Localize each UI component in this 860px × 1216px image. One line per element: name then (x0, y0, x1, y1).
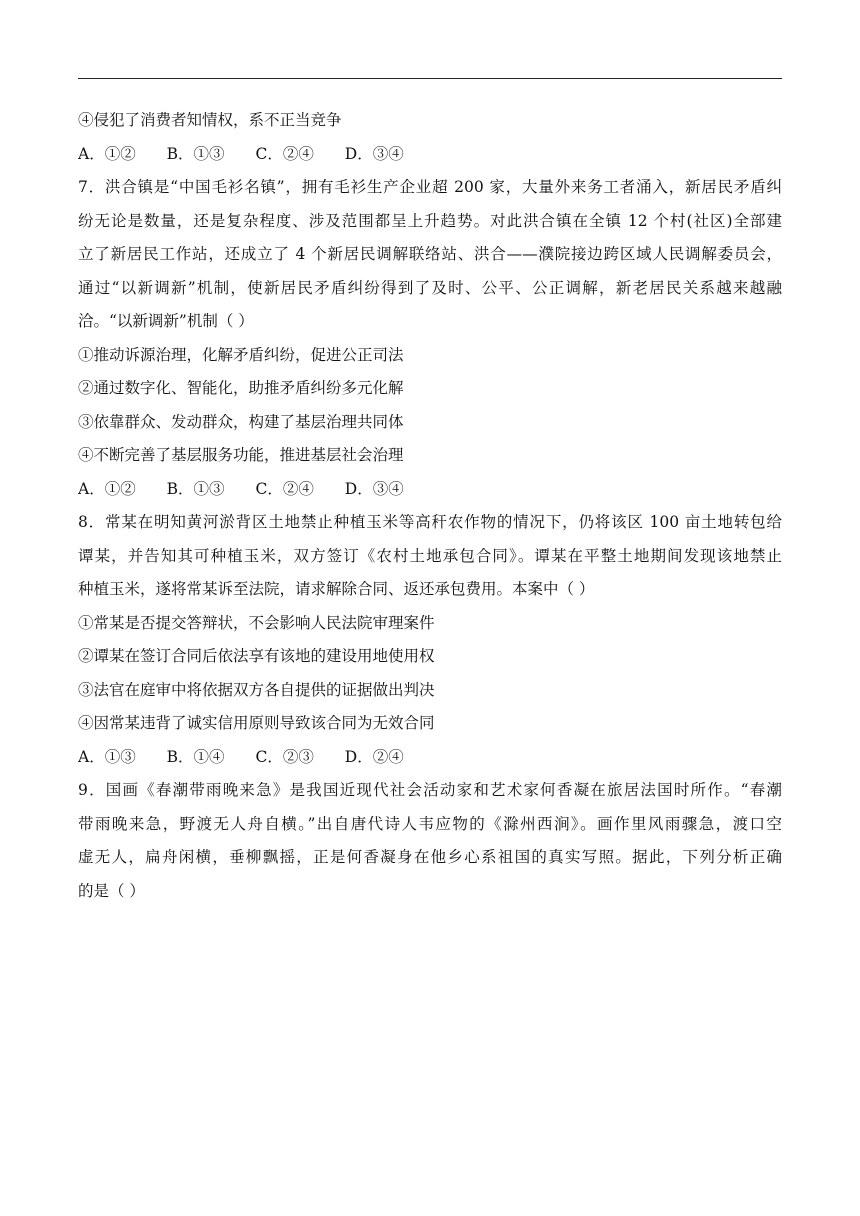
q6-option-b: B．①③ (166, 144, 225, 163)
q7-option-b: B．①③ (166, 479, 225, 498)
q6-statement-4: ④侵犯了消费者知情权，系不正当竞争 (78, 111, 342, 129)
q8-stem-line-1: 8．常某在明知黄河淤背区土地禁止种植玉米等高秆农作物的情况下，仍将该区 100 亩土地转包给 (78, 513, 782, 531)
q8-option-c: C．②③ (255, 747, 314, 766)
q8-options (78, 743, 782, 777)
q7-statement-1: ①推动诉源治理，化解矛盾纠纷，促进公正司法 (78, 345, 404, 364)
q7-option-d: D．③④ (344, 479, 404, 498)
q8-option-a: A．①③ (78, 747, 136, 766)
q9-stem-line-4: 的是（ ） (78, 881, 145, 900)
q6-option-c: C．②④ (255, 144, 314, 163)
q7-options (78, 475, 782, 509)
q6-options (78, 140, 782, 174)
q7-stem-line-3: 立了新居民工作站，还成立了 4 个新居民调解联络站、洪合——濮院接边跨区域人民调解委员会， (78, 245, 782, 263)
q7-option-c: C．②④ (255, 479, 314, 498)
q9-stem-line-2: 带雨晚来急，野渡无人舟自横。”出自唐代诗人韦应物的《滁州西涧》。画作里风雨骤急，渡口空 (78, 814, 782, 833)
q7-stem-line-1: 7．洪合镇是“中国毛衫名镇”，拥有毛衫生产企业超 200 家，大量外来务工者涌入，新居民矛盾纠 (78, 178, 782, 196)
q9-stem-line-3: 虚无人，扁舟闲横，垂柳飘摇，正是何香凝身在他乡心系祖国的真实写照。据此，下列分析正确 (78, 848, 782, 866)
q8-stem-line-3: 种植玉米，遂将常某诉至法院，请求解除合同、返还承包费用。本案中（ ） (78, 580, 595, 598)
q8-stem-line-2: 谭某，并告知其可种植玉米，双方签订《农村土地承包合同》。谭某在平整土地期间发现该地禁止 (78, 546, 782, 565)
q7-stem-line-2: 纷无论是数量，还是复杂程度、涉及范围都呈上升趋势。对此洪合镇在全镇 12 个村(社区)全部建 (78, 211, 782, 230)
page-content (78, 106, 782, 910)
q7-statement-4: ④不断完善了基层服务功能，推进基层社会治理 (78, 446, 404, 464)
q7-stem-line-4: 通过“以新调新”机制，使新居民矛盾纠纷得到了及时、公平、公正调解，新老居民关系越来越融 (78, 278, 782, 297)
q8-statement-1: ①常某是否提交答辩状，不会影响人民法院审理案件 (78, 613, 435, 632)
q8-option-d: D．②④ (344, 747, 404, 766)
q7-stem-line-5: 洽。“以新调新”机制（ ） (78, 312, 254, 330)
q7-option-a: A．①② (78, 479, 136, 498)
q6-option-d: D．③④ (344, 144, 404, 163)
q8-option-b: B．①④ (166, 747, 225, 766)
q6-option-a: A．①② (78, 144, 136, 163)
q9-stem-line-1: 9．国画《春潮带雨晚来急》是我国近现代社会活动家和艺术家何香凝在旅居法国时所作。“春潮 (78, 781, 782, 799)
q8-statement-2: ②谭某在签订合同后依法享有该地的建设用地使用权 (78, 647, 435, 665)
q7-statement-3: ③依靠群众、发动群众，构建了基层治理共同体 (78, 412, 404, 431)
header-rule (78, 78, 782, 79)
q8-statement-4: ④因常某违背了诚实信用原则导致该合同为无效合同 (78, 714, 435, 732)
q7-statement-2: ②通过数字化、智能化，助推矛盾纠纷多元化解 (78, 379, 404, 397)
q8-statement-3: ③法官在庭审中将依据双方各自提供的证据做出判决 (78, 680, 435, 699)
